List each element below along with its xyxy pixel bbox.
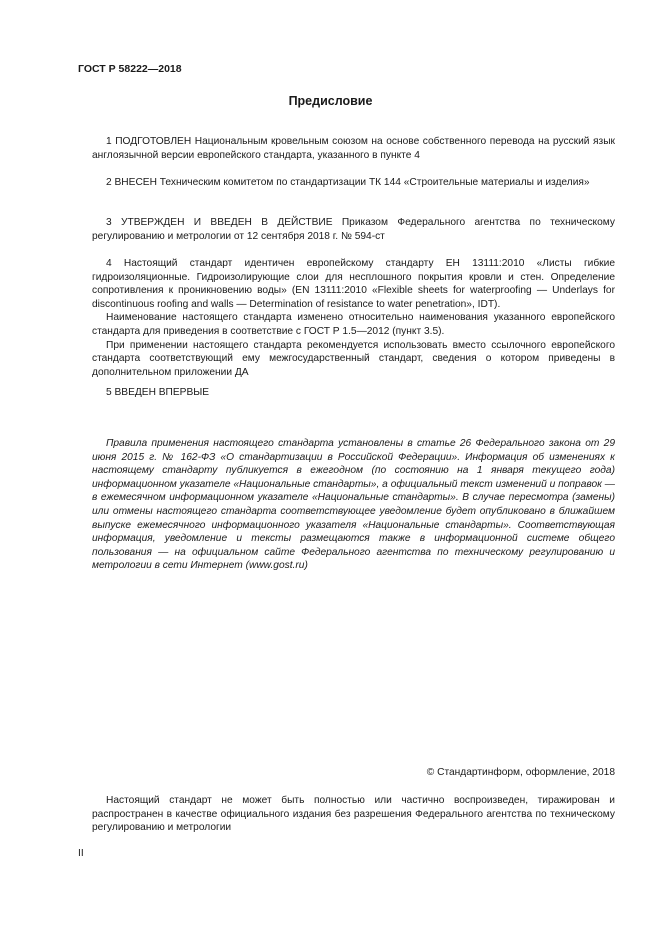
page-title: Предисловие <box>288 94 373 108</box>
foreword-item-5 <box>92 386 615 400</box>
page-number: II <box>78 848 84 859</box>
foreword-item-5-text: 5 ВВЕДЕН ВПЕРВЫЕ <box>106 387 210 398</box>
foreword-item-4-text: 4 Настоящий стандарт идентичен европейскому стандарту ЕН 13111:2010 «Листы гибкие гидроизоляционные. Гидроизолирующие слои для несплошного покрытия кровли и стен. Определение сопротивления к проникновению воды» (EN 13111:2010 «Flexible sheets for waterproofing — Underlays for discontinuous roofing and walls — Determination of resistance to water penetration», IDT). <box>92 258 615 310</box>
foreword-item-3-text: 3 УТВЕРЖДЕН И ВВЕДЕН В ДЕЙСТВИЕ Приказом Федерального агентства по техническому регулированию и метрологии от 12 сентября 2018 г. № 594-ст <box>92 217 615 242</box>
reproduction-notice-text: Настоящий стандарт не может быть полностью или частично воспроизведен, тиражирован и распространен в качестве официального издания без разрешения Федерального агентства по техническому регулированию и метрологии <box>92 795 615 834</box>
foreword-item-4 <box>92 257 615 379</box>
foreword-item-1 <box>92 135 615 162</box>
foreword-item-4-subparagraph: Наименование настоящего стандарта изменено относительно наименования указанного европейского стандарта для приведения в соответствие с ГОСТ Р 1.5—2012 (пункт 3.5). <box>92 312 615 337</box>
foreword-item-1-text: 1 ПОДГОТОВЛЕН Национальным кровельным союзом на основе собственного перевода на русский язык англоязычной версии европейского стандарта, указанного в пункте 4 <box>92 136 615 161</box>
rules-notice-text: Правила применения настоящего стандарта установлены в статье 26 Федерального закона от 29 июня 2015 г. № 162-ФЗ «О стандартизации в Российской Федерации». Информация об изменениях к настоящему стандарту публикуется в ежегодном (по состоянию на 1 января текущего года) информационном указателе «Национальные стандарты», а официальный текст изменений и поправок — в ежемесячном информационном указателе «Национальные стандарты». В случае пересмотра (замены) или отмены настоящего стандарта соответствующее уведомление будет опубликовано в ближайшем выпуске ежемесячного информационного указателя «Национальные стандарты». Соответствующая информация, уведомление и тексты размещаются также в информационной системе общего пользования — на официальном сайте Федерального агентства по техническому регулированию и метрологии в сети Интернет (www.gost.ru) <box>92 438 615 572</box>
foreword-item-3 <box>92 216 615 243</box>
standard-code-header: ГОСТ Р 58222—2018 <box>78 63 182 75</box>
foreword-item-4-subparagraph: При применении настоящего стандарта рекомендуется использовать вместо ссылочного европейского стандарта соответствующий ему межгосударственный стандарт, сведения о котором приведены в дополнительном приложении ДА <box>92 339 615 378</box>
foreword-item-2-text: 2 ВНЕСЕН Техническим комитетом по стандартизации ТК 144 «Строительные материалы и изделия» <box>106 177 590 188</box>
foreword-item-2 <box>92 176 615 190</box>
reproduction-notice <box>92 794 615 835</box>
copyright-line: © Стандартинформ, оформление, 2018 <box>426 767 615 778</box>
rules-notice <box>92 437 615 573</box>
